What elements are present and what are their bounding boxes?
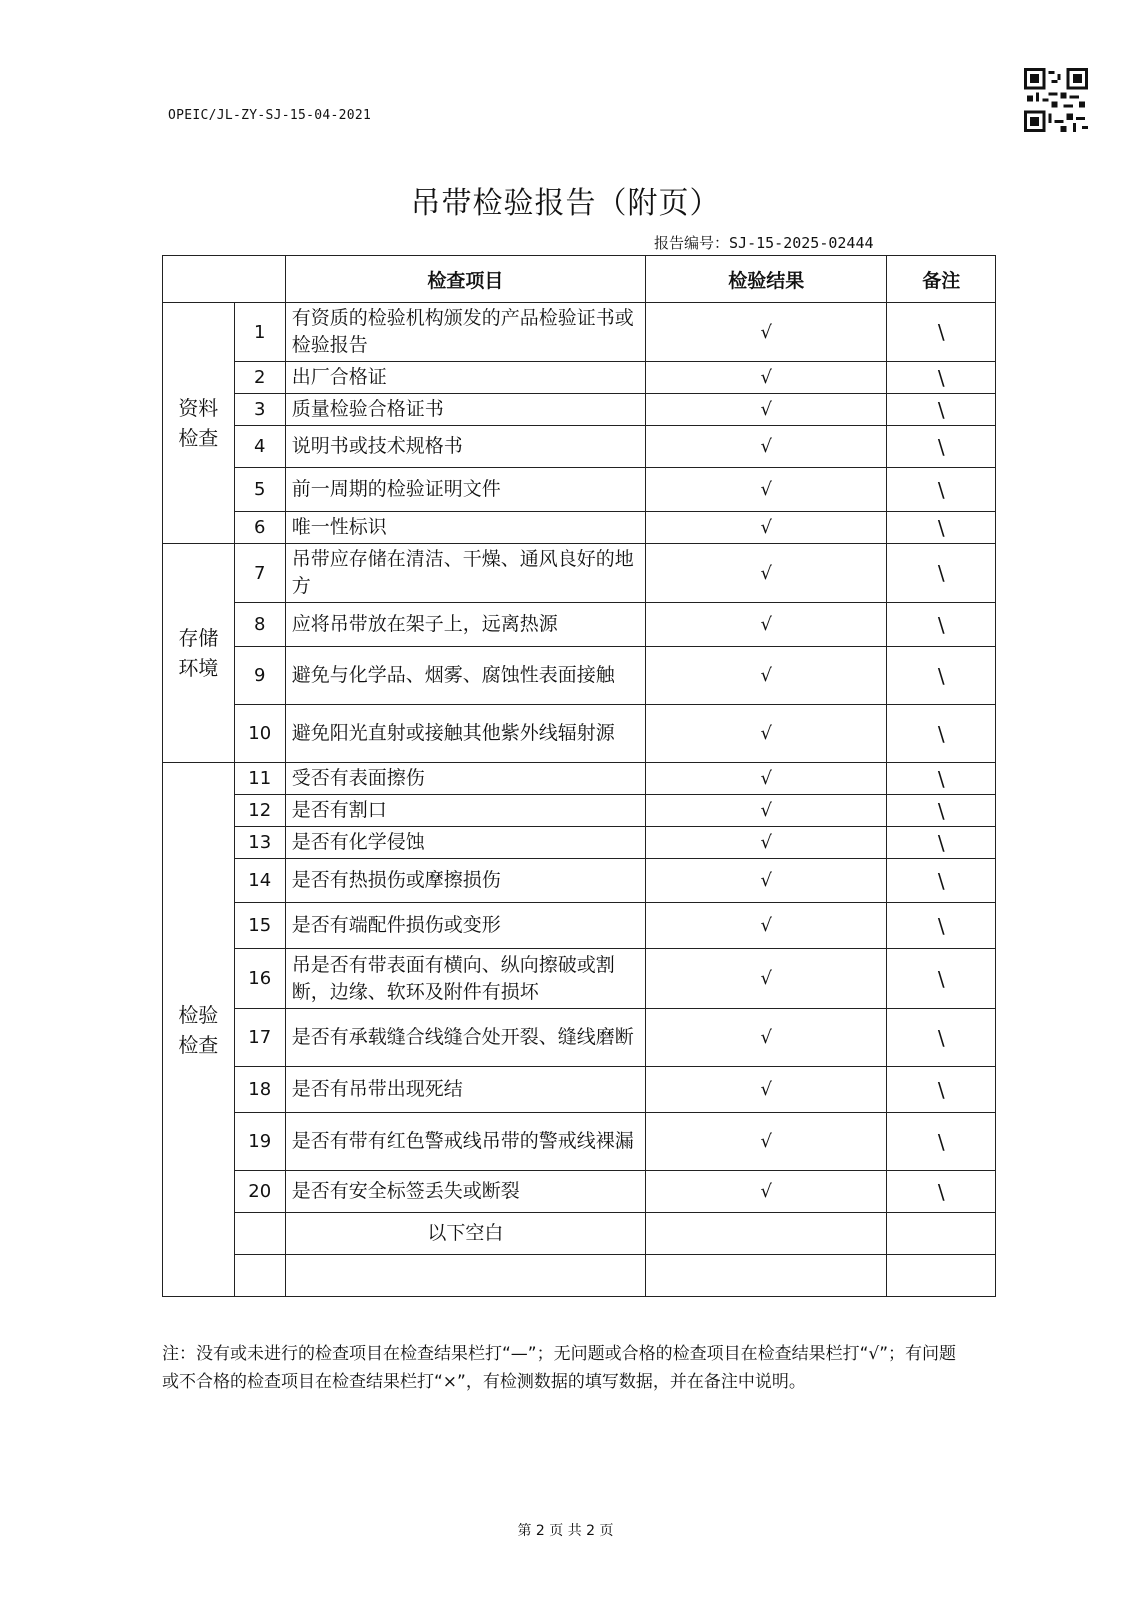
- table-row: [163, 705, 996, 763]
- qr-code-icon: [1024, 68, 1088, 132]
- report-number-label: 报告编号：: [654, 234, 730, 252]
- header-item: 检查项目: [285, 256, 645, 303]
- row-remark: \: [887, 1171, 996, 1213]
- row-number: 9: [234, 647, 285, 705]
- blank-cell: [234, 1255, 285, 1297]
- category-line: 环境: [178, 656, 219, 680]
- row-item: 吊带应存储在清洁、干燥、通风良好的地方: [285, 544, 645, 603]
- row-number: 16: [234, 949, 285, 1009]
- row-number: 3: [234, 394, 285, 426]
- category-line: 存储: [178, 626, 219, 650]
- row-remark: \: [887, 647, 996, 705]
- row-result: √: [645, 426, 887, 468]
- blank-cell: [645, 1213, 887, 1255]
- row-remark: \: [887, 468, 996, 512]
- row-item: 是否有热损伤或摩擦损伤: [285, 859, 645, 903]
- row-remark: \: [887, 827, 996, 859]
- footnote: 注：没有或未进行的检查项目在检查结果栏打“—”；无问题或合格的检查项目在检查结果栏打“√”；有问题或不合格的检查项目在检查结果栏打“×”，有检测数据的填写数据，并在备注中说明。: [162, 1344, 957, 1392]
- category-cell: [163, 763, 235, 1297]
- row-result: √: [645, 903, 887, 949]
- row-number: 18: [234, 1067, 285, 1113]
- blank-cell: [887, 1255, 996, 1297]
- row-number: 7: [234, 544, 285, 603]
- row-item: 前一周期的检验证明文件: [285, 468, 645, 512]
- row-item: 受否有表面擦伤: [285, 763, 645, 795]
- blank-cell: [645, 1255, 887, 1297]
- table-row: [163, 303, 996, 362]
- row-remark: \: [887, 1113, 996, 1171]
- table-row: [163, 859, 996, 903]
- row-result: √: [645, 795, 887, 827]
- row-number: 11: [234, 763, 285, 795]
- row-result: √: [645, 512, 887, 544]
- row-result: √: [645, 603, 887, 647]
- row-result: √: [645, 1171, 887, 1213]
- inspection-table: [162, 255, 996, 1297]
- report-title: 吊带检验报告（附页）: [410, 186, 721, 221]
- table-row: [163, 903, 996, 949]
- row-result: √: [645, 647, 887, 705]
- table-row: [163, 362, 996, 394]
- table-row: [163, 1009, 996, 1067]
- table-row: [163, 647, 996, 705]
- header-result: 检验结果: [645, 256, 887, 303]
- row-result: √: [645, 763, 887, 795]
- table-header-row: [163, 256, 996, 303]
- category-line: 资料: [178, 396, 219, 420]
- header-blank-cell: [163, 256, 286, 303]
- row-number: 2: [234, 362, 285, 394]
- category-line: 检查: [178, 1032, 219, 1057]
- category-cell: [163, 544, 235, 763]
- row-remark: \: [887, 1009, 996, 1067]
- blank-cell: [234, 1213, 285, 1255]
- row-item: 有资质的检验机构颁发的产品检验证书或检验报告: [285, 303, 645, 362]
- header-remark: 备注: [887, 256, 996, 303]
- row-number: 15: [234, 903, 285, 949]
- row-remark: \: [887, 859, 996, 903]
- row-result: √: [645, 705, 887, 763]
- row-result: √: [645, 544, 887, 603]
- row-item: 是否有承载缝合线缝合处开裂、缝线磨断: [285, 1009, 645, 1067]
- row-remark: \: [887, 903, 996, 949]
- row-remark: \: [887, 394, 996, 426]
- blank-cell: [285, 1255, 645, 1297]
- row-result: √: [645, 362, 887, 394]
- category-line: 检查: [178, 426, 219, 450]
- category-cell: [163, 303, 235, 544]
- row-result: √: [645, 1067, 887, 1113]
- row-number: 6: [234, 512, 285, 544]
- row-item: 质量检验合格证书: [285, 394, 645, 426]
- report-number-value: SJ-15-2025-02444: [729, 234, 874, 252]
- table-row: [163, 1171, 996, 1213]
- row-item: 出厂合格证: [285, 362, 645, 394]
- row-item: 避免与化学品、烟雾、腐蚀性表面接触: [285, 647, 645, 705]
- row-item: 是否有带有红色警戒线吊带的警戒线裸漏: [285, 1113, 645, 1171]
- row-number: 5: [234, 468, 285, 512]
- row-number: 1: [234, 303, 285, 362]
- row-item: 吊是否有带表面有横向、纵向擦破或割断，边缘、软环及附件有损坏: [285, 949, 645, 1009]
- row-number: 17: [234, 1009, 285, 1067]
- row-number: 12: [234, 795, 285, 827]
- table-row: [163, 795, 996, 827]
- table-row: [163, 827, 996, 859]
- table-row: [163, 1113, 996, 1171]
- row-remark: \: [887, 705, 996, 763]
- row-remark: \: [887, 426, 996, 468]
- table-row-blank: [163, 1213, 996, 1255]
- table-row: [163, 512, 996, 544]
- row-item: 是否有割口: [285, 795, 645, 827]
- row-remark: \: [887, 362, 996, 394]
- table-row: [163, 394, 996, 426]
- row-number: 10: [234, 705, 285, 763]
- row-remark: \: [887, 1067, 996, 1113]
- row-result: √: [645, 949, 887, 1009]
- page-number: 第 2 页 共 2 页: [517, 1523, 614, 1539]
- row-remark: \: [887, 763, 996, 795]
- table-row: [163, 1067, 996, 1113]
- row-item: 是否有化学侵蚀: [285, 827, 645, 859]
- row-remark: \: [887, 512, 996, 544]
- row-result: √: [645, 859, 887, 903]
- row-number: 14: [234, 859, 285, 903]
- row-remark: \: [887, 544, 996, 603]
- row-remark: \: [887, 795, 996, 827]
- row-number: 13: [234, 827, 285, 859]
- row-result: √: [645, 1009, 887, 1067]
- table-row: [163, 426, 996, 468]
- row-remark: \: [887, 603, 996, 647]
- table-row: [163, 544, 996, 603]
- table-row: [163, 468, 996, 512]
- row-item: 是否有吊带出现死结: [285, 1067, 645, 1113]
- row-item: 说明书或技术规格书: [285, 426, 645, 468]
- row-item: 应将吊带放在架子上，远离热源: [285, 603, 645, 647]
- row-remark: \: [887, 949, 996, 1009]
- row-result: √: [645, 303, 887, 362]
- row-item: 唯一性标识: [285, 512, 645, 544]
- row-remark: \: [887, 303, 996, 362]
- table-row-blank: [163, 1255, 996, 1297]
- table-row: [163, 603, 996, 647]
- row-result: √: [645, 394, 887, 426]
- row-item: 是否有端配件损伤或变形: [285, 903, 645, 949]
- row-number: 4: [234, 426, 285, 468]
- blank-cell: [887, 1213, 996, 1255]
- table-row: [163, 949, 996, 1009]
- blank-text: 以下空白: [285, 1213, 645, 1255]
- row-number: 20: [234, 1171, 285, 1213]
- row-result: √: [645, 468, 887, 512]
- row-item: 是否有安全标签丢失或断裂: [285, 1171, 645, 1213]
- category-line: 检验: [178, 1002, 219, 1027]
- row-item: 避免阳光直射或接触其他紫外线辐射源: [285, 705, 645, 763]
- row-result: √: [645, 827, 887, 859]
- document-code: OPEIC/JL-ZY-SJ-15-04-2021: [168, 108, 372, 123]
- table-row: [163, 763, 996, 795]
- row-number: 8: [234, 603, 285, 647]
- row-number: 19: [234, 1113, 285, 1171]
- row-result: √: [645, 1113, 887, 1171]
- report-number: [654, 232, 874, 253]
